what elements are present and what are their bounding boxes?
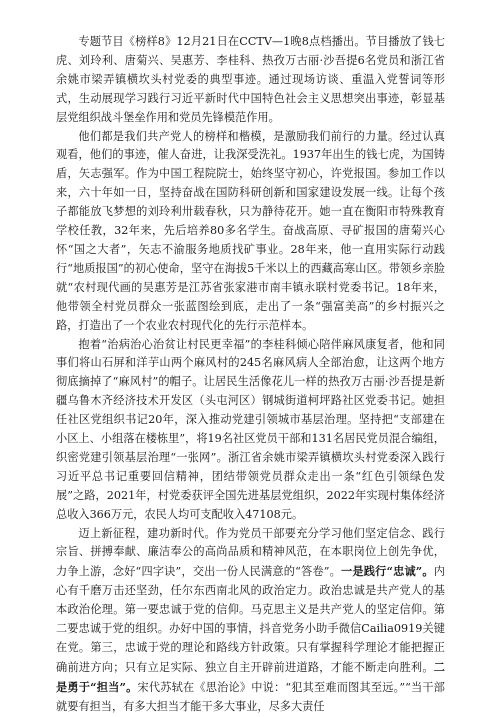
loyalty-heading: 一是践行“忠诚”。 — [341, 564, 434, 579]
paragraph-role-models-text: 他们都是我们共产党人的榜样和楷模，是激励我们前行的力量。经过认真观看，他们的事迹，催人奋进，让我深受洗礼。1937年出生的钱七虎，为国铸盾，矢志强军。作为中国工程院院士，始终坚守初心，许党报国。参加工作以来，六十年如一日，坚持奋战在国防科研创新和国家建设发展一线。让每个孩子都能放飞梦想的刘玲利卅载春秋，只为静待花开。她一直在衡阳市特殊教育学校任教，32年来，先后培养80多名学生。奋战高原、寻矿报国的唐菊兴心怀“国之大者”，矢志不渝服务地质找矿事业。28年来，他一直用实际行动践行“地质报国”的初心使命，坚守在海拔5千米以上的西藏高寒山区。带领乡亲脸就“农村现代画的吴惠芳是江苏省张家港市南丰镇永联村党委书记。18年来，他带领全村党员群众一张蓝图绘到底，走出了一条“强富美高”的乡村振兴之路，打造出了一个农业农村现代化的先行示范样本。 — [56, 129, 445, 332]
responsibility-text: 宋代苏轼在《思治论》中说：“犯其至难而图其至远。”“当干部就要有担当，有多大担当才能干多大事业，尽多大责任 — [56, 680, 445, 713]
paragraph-community-stories-text: 抱着“治病治心治贫让村民更幸福”的李桂科倾心陪伴麻风康复者，他和同事们将山石屏和洋芋山两个麻风村的245名麻风病人全部治愈，让这两个地方彻底摘掉了“麻风村”的帽子。让居民生活像花儿一样的热孜万古丽·沙吾提是新疆乌鲁木齐经济技术开发区（头屯河区）钢城街道柯坪路社区党委书记。她担任社区党组织书记20年，深入推动党建引领城市基层治理。坚持把“支部建在小区上、小组落在楼栋里”，将19名社区党员干部和131名居民党员混合编组，织密党建引领基层治理“一张网”。浙江省余姚市梁弄镇横坎头村党委深入践行习近平总书记重要回信精神，团结带领党员群众走出一条“红色引领绿色发展”之路，2021年，村党委获评全国先进基层党组织，2022年实现村集体经济总收入366万元，农民人均可支配收入47108元。 — [56, 337, 445, 521]
loyalty-text: 内心有千磨万击还坚劲，任尔东西南北风的政治定力。政治忠诚是共产党人的基本政治伦理。第一要忠诚于党的信仰。马克思主义是共产党人的坚定信仰。第二要忠诚于党的组织。办好中国的事情，抖音党务小助手微信Cailia0919关键在党。第三，忠诚于党的理论和路线方针政策。只有掌握科学理论才能把握正确前进方向；只有立足实际、独立自主开辟前进道路，才能不断走向胜利。 — [56, 565, 445, 674]
responsibility-heading: 二是勇于“担当”。 — [56, 659, 445, 694]
paragraph-community-stories — [56, 336, 445, 525]
paragraph-role-models — [56, 128, 445, 336]
paragraph-intro-text: 专题节目《榜样8》12月21日在CCTV—1晚8点档播出。节目播放了钱七虎、刘玲利、唐菊兴、吴惠芳、李桂科、热孜万古丽·沙吾提6名党员和浙江省余姚市梁弄镇横坎头村党委的典型事迹。通过现场访谈、重温入党誓词等形式，生动展现学习践行习近平新时代中国特色社会主义思想突出事迹，彰显基层党组织战斗堡垒作用和党员先锋模范作用。 — [56, 35, 445, 124]
paragraph-intro — [56, 33, 445, 128]
article-body — [56, 33, 445, 717]
paragraph-new-journey — [56, 525, 445, 717]
new-journey-text: 迈上新征程，建功新时代。作为党员干部要充分学习他们坚定信念、践行宗旨、拼搏奉献、廉洁奉公的高尚品质和精神风范，在本职岗位上创先争优，力争上游，念好“四字诀”，交出一份人民满意的“答卷”。 — [56, 526, 445, 579]
